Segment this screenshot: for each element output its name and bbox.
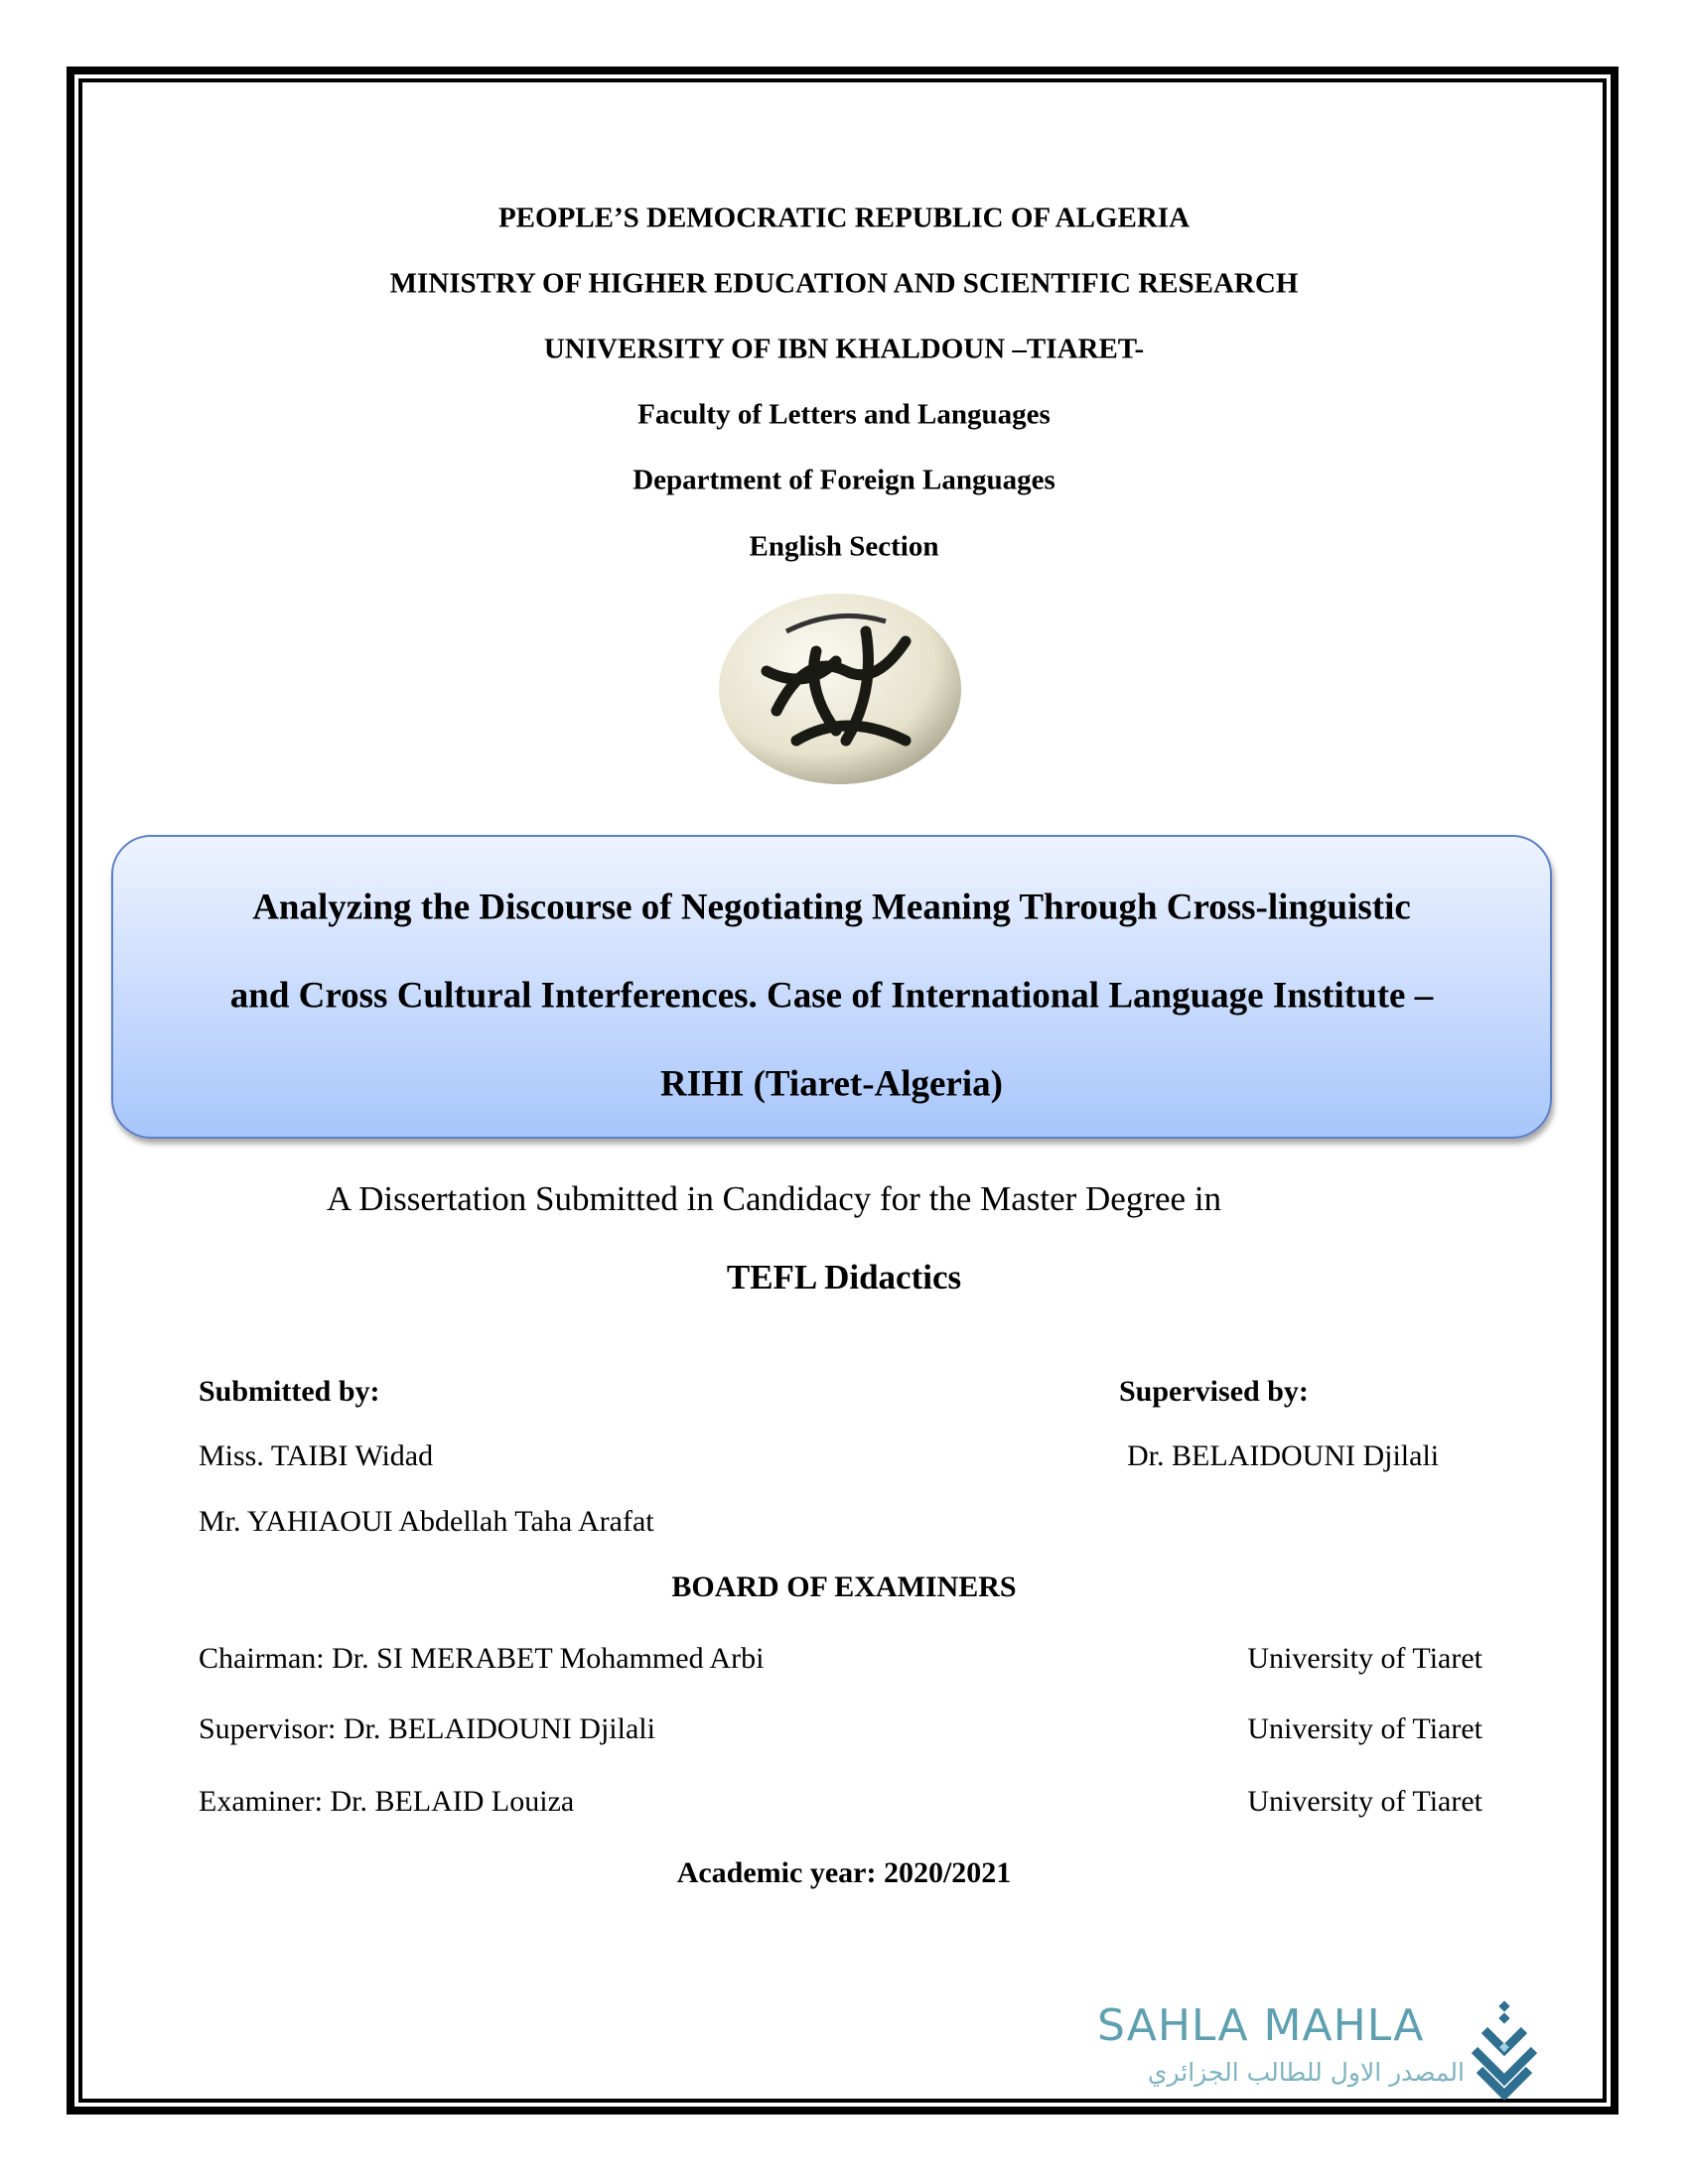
watermark [1097,2000,1554,2105]
degree-name: TEFL Didactics [726,1258,962,1297]
watermark-tagline: المصدر الاول للطالب الجزائري [1147,2058,1465,2087]
faculty-heading: Faculty of Letters and Languages [637,398,1051,431]
department-heading: Department of Foreign Languages [633,464,1055,496]
student-name: Miss. TAIBI Widad [199,1439,434,1472]
supervised-by-label: Supervised by: [1119,1375,1309,1408]
examiner-affiliation: University of Tiaret [1247,1642,1482,1675]
university-logo [717,592,964,786]
title-line: RIHI (Tiaret-Algeria) [660,1063,1003,1105]
submitted-by-label: Submitted by: [199,1375,380,1408]
academic-year: Academic year: 2020/2021 [676,1856,1012,1889]
title-line: Analyzing the Discourse of Negotiating Meaning Through Cross-linguistic [252,887,1411,928]
examiner-affiliation: University of Tiaret [1247,1785,1482,1818]
board-heading: BOARD OF EXAMINERS [671,1570,1017,1603]
university-heading: UNIVERSITY OF IBN KHALDOUN –TIARET- [543,333,1145,365]
country-heading: PEOPLE’S DEMOCRATIC REPUBLIC OF ALGERIA [497,202,1191,234]
examiner-affiliation: University of Tiaret [1247,1712,1482,1745]
student-name: Mr. YAHIAOUI Abdellah Taha Arafat [199,1505,654,1538]
title-box [111,835,1552,1139]
candidacy-statement: A Dissertation Submitted in Candidacy for the Master Degree in [327,1179,1222,1218]
ministry-heading: MINISTRY OF HIGHER EDUCATION AND SCIENTIFIC RESEARCH [389,267,1299,300]
section-heading: English Section [749,530,939,563]
watermark-emblem-icon [1465,2000,1544,2100]
watermark-brand: SAHLA MAHLA [1097,2000,1425,2051]
examiner-role: Examiner: Dr. BELAID Louiza [199,1785,575,1818]
examiner-role: Chairman: Dr. SI MERABET Mohammed Arbi [199,1642,765,1675]
supervisor-name: Dr. BELAIDOUNI Djilali [1127,1439,1440,1472]
examiner-role: Supervisor: Dr. BELAIDOUNI Djilali [199,1712,655,1745]
title-line: and Cross Cultural Interferences. Case of International Language Institute – [229,975,1434,1017]
